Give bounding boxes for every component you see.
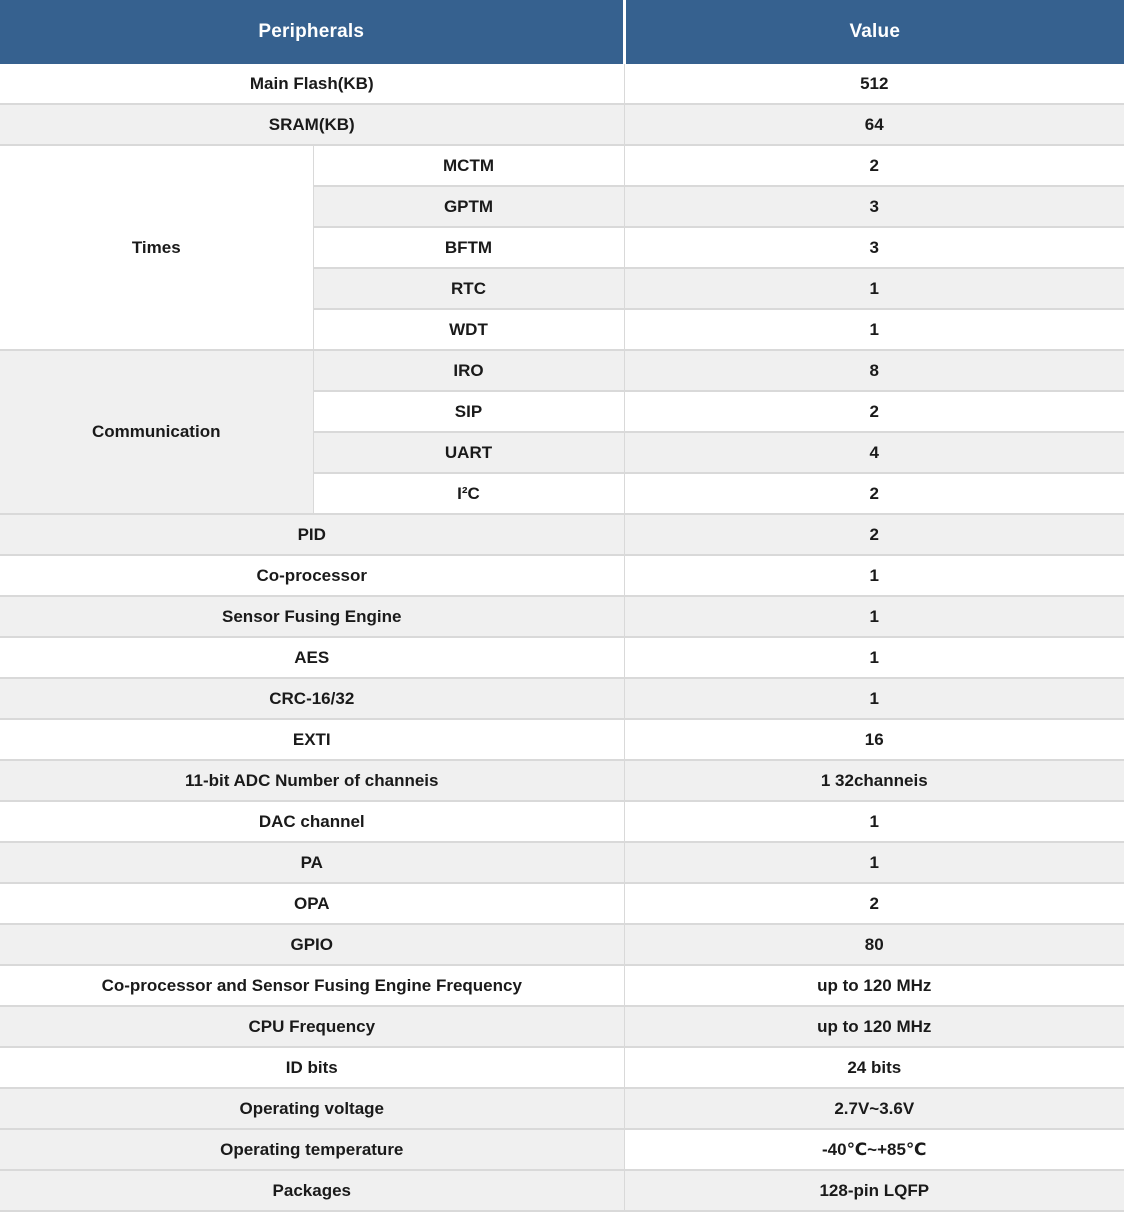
row-label-cell: Operating voltage xyxy=(0,1088,624,1129)
row-label-cell: 11-bit ADC Number of channeis xyxy=(0,760,624,801)
row-label-cell: EXTI xyxy=(0,719,624,760)
table-row xyxy=(0,350,1124,391)
row-value-cell: 1 xyxy=(624,637,1124,678)
row-value-cell: 80 xyxy=(624,924,1124,965)
table-row xyxy=(0,1088,1124,1129)
group-label-cell: Times xyxy=(0,145,313,350)
row-label-cell: GPIO xyxy=(0,924,624,965)
table-row xyxy=(0,64,1124,104)
sub-label-cell: UART xyxy=(313,432,624,473)
row-label-cell: ID bits xyxy=(0,1047,624,1088)
sub-label-cell: I²C xyxy=(313,473,624,514)
sub-label-cell: BFTM xyxy=(313,227,624,268)
row-value-cell: 512 xyxy=(624,64,1124,104)
spec-table-header xyxy=(0,0,1124,64)
row-value-cell: 2 xyxy=(624,391,1124,432)
row-label-cell: CRC-16/32 xyxy=(0,678,624,719)
row-value-cell: 1 xyxy=(624,268,1124,309)
table-row xyxy=(0,1129,1124,1170)
row-value-cell: -40℃~+85℃ xyxy=(624,1129,1124,1170)
row-value-cell: 3 xyxy=(624,186,1124,227)
spec-table-body xyxy=(0,64,1124,1211)
row-label-cell: Main Flash(KB) xyxy=(0,64,624,104)
row-value-cell: 16 xyxy=(624,719,1124,760)
table-row xyxy=(0,719,1124,760)
row-label-cell: AES xyxy=(0,637,624,678)
row-value-cell: 128-pin LQFP xyxy=(624,1170,1124,1211)
sub-label-cell: RTC xyxy=(313,268,624,309)
header-cell-value: Value xyxy=(624,0,1124,64)
row-value-cell: 1 xyxy=(624,801,1124,842)
sub-label-cell: GPTM xyxy=(313,186,624,227)
header-row xyxy=(0,0,1124,64)
row-label-cell: OPA xyxy=(0,883,624,924)
row-value-cell: 1 xyxy=(624,842,1124,883)
row-label-cell: Co-processor xyxy=(0,555,624,596)
row-label-cell: Operating temperature xyxy=(0,1129,624,1170)
sub-label-cell: MCTM xyxy=(313,145,624,186)
table-row xyxy=(0,760,1124,801)
row-label-cell: CPU Frequency xyxy=(0,1006,624,1047)
row-label-cell: DAC channel xyxy=(0,801,624,842)
row-value-cell: up to 120 MHz xyxy=(624,965,1124,1006)
row-value-cell: 64 xyxy=(624,104,1124,145)
row-label-cell: SRAM(KB) xyxy=(0,104,624,145)
table-row xyxy=(0,145,1124,186)
table-row xyxy=(0,1047,1124,1088)
table-row xyxy=(0,678,1124,719)
row-label-cell: Packages xyxy=(0,1170,624,1211)
table-row xyxy=(0,883,1124,924)
table-row xyxy=(0,637,1124,678)
row-label-cell: PID xyxy=(0,514,624,555)
row-value-cell: 8 xyxy=(624,350,1124,391)
row-label-cell: PA xyxy=(0,842,624,883)
sub-label-cell: IRO xyxy=(313,350,624,391)
table-row xyxy=(0,1006,1124,1047)
table-row xyxy=(0,555,1124,596)
row-value-cell: 1 xyxy=(624,555,1124,596)
group-label-cell: Communication xyxy=(0,350,313,514)
row-value-cell: 1 xyxy=(624,596,1124,637)
table-row xyxy=(0,965,1124,1006)
sub-label-cell: WDT xyxy=(313,309,624,350)
table-row xyxy=(0,514,1124,555)
row-value-cell: 1 xyxy=(624,309,1124,350)
row-value-cell: 2 xyxy=(624,883,1124,924)
row-label-cell: Sensor Fusing Engine xyxy=(0,596,624,637)
row-value-cell: 2.7V~3.6V xyxy=(624,1088,1124,1129)
row-value-cell: 1 32channeis xyxy=(624,760,1124,801)
table-row xyxy=(0,801,1124,842)
table-row xyxy=(0,1170,1124,1211)
table-row xyxy=(0,596,1124,637)
row-value-cell: 1 xyxy=(624,678,1124,719)
header-cell-peripherals: Peripherals xyxy=(0,0,624,64)
row-value-cell: 3 xyxy=(624,227,1124,268)
row-value-cell: 2 xyxy=(624,514,1124,555)
table-row xyxy=(0,104,1124,145)
row-value-cell: up to 120 MHz xyxy=(624,1006,1124,1047)
row-value-cell: 24 bits xyxy=(624,1047,1124,1088)
row-label-cell: Co-processor and Sensor Fusing Engine Frequency xyxy=(0,965,624,1006)
sub-label-cell: SIP xyxy=(313,391,624,432)
row-value-cell: 2 xyxy=(624,473,1124,514)
table-row xyxy=(0,842,1124,883)
row-value-cell: 4 xyxy=(624,432,1124,473)
row-value-cell: 2 xyxy=(624,145,1124,186)
table-row xyxy=(0,924,1124,965)
